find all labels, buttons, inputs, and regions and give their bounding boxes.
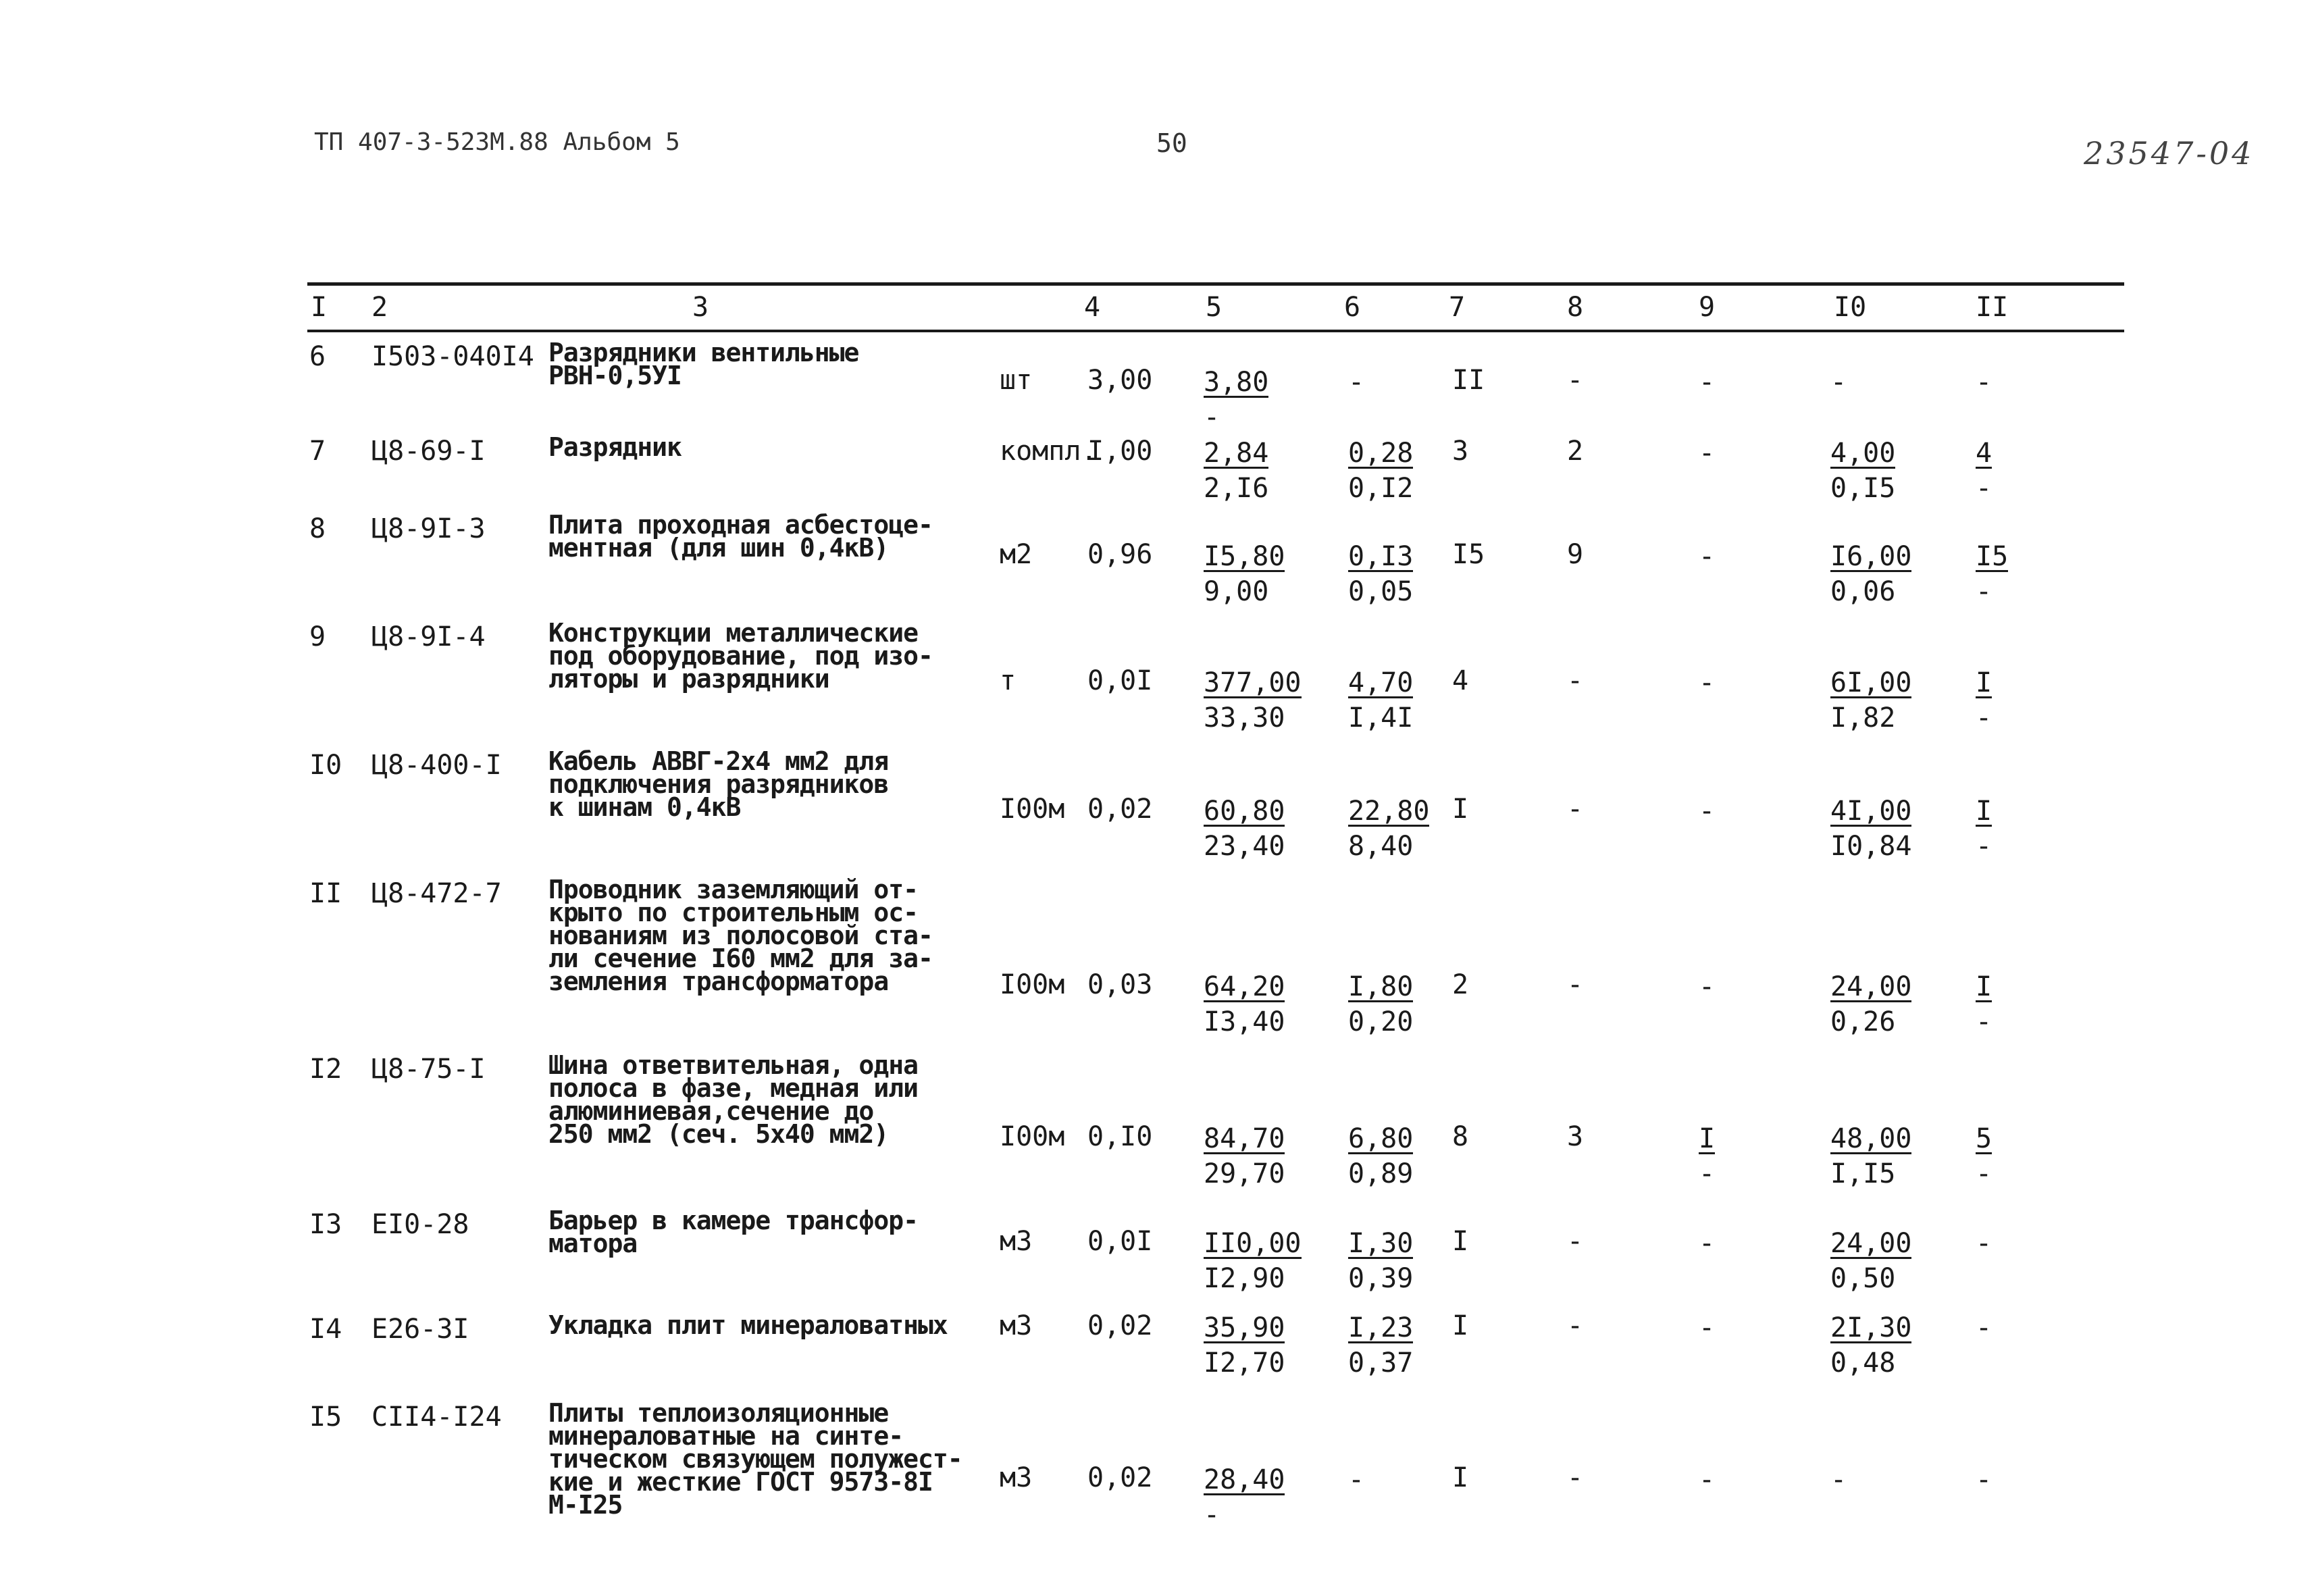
col5-value	[1204, 539, 1285, 609]
col9-value-top: -	[1699, 1312, 1716, 1343]
col6-value	[1348, 1226, 1413, 1296]
col5-value	[1204, 365, 1268, 435]
col5-value	[1204, 969, 1285, 1039]
col11-value-bottom: -	[1976, 1158, 1992, 1189]
col11-value-bottom: -	[1976, 831, 1992, 862]
col9-value	[1699, 436, 1715, 471]
col9-value	[1699, 1121, 1715, 1191]
col10-value-top: -	[1830, 1464, 1847, 1495]
col10-value-bottom: I,82	[1830, 702, 1896, 733]
quantity: 0,I0	[1087, 1121, 1153, 1152]
col7-value: I	[1452, 1226, 1469, 1257]
col11-value-bottom: -	[1976, 576, 1992, 607]
col5-value-bottom: 29,70	[1204, 1158, 1285, 1189]
work-description: Плита проходная асбестоце- ментная (для шин 0,4кВ)	[548, 510, 933, 563]
col10-value	[1830, 539, 1911, 609]
col10-value	[1830, 794, 1911, 864]
col5-value-top: 3,80	[1204, 367, 1269, 398]
rate-code: Ц8-400-I	[371, 750, 502, 781]
page-number: 50	[1156, 128, 1187, 158]
col5-value	[1204, 1462, 1285, 1533]
col10-value-bottom: 0,I5	[1830, 473, 1896, 504]
col7-value: 3	[1452, 436, 1469, 467]
col9-value-top: -	[1699, 667, 1716, 698]
col6-value-bottom: 0,20	[1348, 1006, 1414, 1037]
column-header: II	[1976, 292, 2009, 323]
col6-value-top: I,30	[1348, 1228, 1414, 1259]
col9-value-top: -	[1699, 541, 1716, 572]
col10-value-top: 24,00	[1830, 1228, 1912, 1259]
unit: м3	[1000, 1462, 1033, 1493]
col6-value-bottom: 0,39	[1348, 1263, 1414, 1294]
col10-value	[1830, 1226, 1911, 1296]
col5-value	[1204, 665, 1302, 736]
col6-value-bottom: I,4I	[1348, 702, 1414, 733]
col9-value-top: -	[1699, 1228, 1716, 1259]
col5-value-top: II0,00	[1204, 1228, 1302, 1259]
col10-value-bottom: I0,84	[1830, 831, 1912, 862]
col11-value	[1976, 969, 1992, 1039]
col5-value-top: 35,90	[1204, 1312, 1285, 1343]
col11-value	[1976, 365, 1992, 400]
rate-code: Е26-3I	[371, 1314, 469, 1345]
row-number: I0	[309, 750, 342, 781]
col10-value-top: 24,00	[1830, 971, 1912, 1002]
table-header-rule	[307, 330, 2124, 332]
col11-value	[1976, 436, 1992, 506]
unit: I00м	[1000, 969, 1065, 1000]
col11-value-bottom: -	[1976, 473, 1992, 504]
col8-value: -	[1567, 794, 1584, 825]
col11-value-top: I	[1976, 971, 1992, 1002]
col5-value-bottom: 33,30	[1204, 702, 1285, 733]
unit: м3	[1000, 1310, 1033, 1341]
column-header: 7	[1449, 292, 1466, 323]
col11-value	[1976, 665, 1992, 736]
column-header: 5	[1206, 292, 1223, 323]
col6-value-top: -	[1348, 367, 1365, 398]
quantity: 0,02	[1087, 1310, 1153, 1341]
col6-value	[1348, 1310, 1413, 1381]
col5-value	[1204, 794, 1285, 864]
col10-value-top: 6I,00	[1830, 667, 1912, 698]
col8-value: -	[1567, 1310, 1584, 1341]
col8-value: 2	[1567, 436, 1584, 467]
rate-code: Ц8-472-7	[371, 878, 502, 909]
col5-value-top: 2,84	[1204, 438, 1269, 469]
quantity: 0,03	[1087, 969, 1153, 1000]
col5-value	[1204, 1226, 1302, 1296]
col11-value-top: I5	[1976, 541, 2009, 572]
work-description: Конструкции металлические под оборудование, под изо- ляторы и разрядники	[548, 618, 933, 694]
col5-value-bottom: -	[1204, 1499, 1220, 1530]
col11-value	[1976, 1121, 1992, 1191]
col6-value-top: 0,I3	[1348, 541, 1414, 572]
col10-value	[1830, 436, 1895, 506]
col5-value-bottom: I3,40	[1204, 1006, 1285, 1037]
col8-value: 9	[1567, 539, 1584, 570]
col6-value-top: 0,28	[1348, 438, 1414, 469]
col5-value-bottom: I2,90	[1204, 1263, 1285, 1294]
work-description: Кабель АВВГ-2х4 мм2 для подключения разрядников к шинам 0,4кВ	[548, 746, 889, 822]
col10-value-top: 4,00	[1830, 438, 1896, 469]
col9-value	[1699, 1310, 1715, 1345]
col5-value	[1204, 1121, 1285, 1191]
column-header: I0	[1834, 292, 1867, 323]
col5-value-bottom: I2,70	[1204, 1347, 1285, 1379]
col6-value	[1348, 539, 1413, 609]
col7-value: 4	[1452, 665, 1469, 696]
col5-value-bottom: 9,00	[1204, 576, 1269, 607]
row-number: 6	[309, 341, 326, 372]
unit: компл.	[1000, 436, 1098, 467]
col11-value-top: I	[1976, 667, 1992, 698]
col11-value-top: I	[1976, 796, 1992, 827]
col7-value: 2	[1452, 969, 1469, 1000]
col5-value	[1204, 1310, 1285, 1381]
col6-value	[1348, 1121, 1413, 1191]
col10-value-top: 48,00	[1830, 1123, 1912, 1154]
col6-value-top: 6,80	[1348, 1123, 1414, 1154]
col9-value	[1699, 794, 1715, 829]
row-number: II	[309, 878, 342, 909]
col9-value-top: -	[1699, 367, 1716, 398]
rate-code: Ц8-9I-4	[371, 621, 486, 652]
col11-value-top: -	[1976, 1228, 1992, 1259]
col6-value-top: -	[1348, 1464, 1365, 1495]
work-description: Барьер в камере трансфор- матора	[548, 1206, 918, 1258]
col11-value-top: 4	[1976, 438, 1992, 469]
col10-value-top: I6,00	[1830, 541, 1912, 572]
col8-value: -	[1567, 365, 1584, 396]
col11-value	[1976, 1310, 1992, 1345]
col8-value: -	[1567, 1462, 1584, 1493]
col11-value-top: 5	[1976, 1123, 1992, 1154]
handwritten-stamp: 23547-04	[2084, 135, 2255, 172]
col5-value-top: 84,70	[1204, 1123, 1285, 1154]
col10-value	[1830, 1310, 1911, 1381]
col6-value-top: 4,70	[1348, 667, 1414, 698]
col10-value	[1830, 365, 1847, 400]
col10-value-bottom: 0,48	[1830, 1347, 1896, 1379]
column-header: 8	[1567, 292, 1584, 323]
row-number: I5	[309, 1401, 342, 1433]
col9-value	[1699, 1462, 1715, 1497]
unit: м2	[1000, 539, 1033, 570]
work-description: Плиты теплоизоляционные минераловатные на синте- тическом связующем полужест- кие и жесткие ГОСТ 9573-8I М-I25	[548, 1398, 962, 1520]
col6-value-bottom: 8,40	[1348, 831, 1414, 862]
row-number: 9	[309, 621, 326, 652]
rate-code: СII4-I24	[371, 1401, 502, 1433]
column-header: 2	[371, 292, 388, 323]
quantity: 3,00	[1087, 365, 1153, 396]
col10-value	[1830, 1121, 1911, 1191]
work-description: Шина ответвительная, одна полоса в фазе, медная или алюминиевая,сечение до 250 мм2 (сеч. 5х40 мм2)	[548, 1050, 918, 1149]
work-description: Проводник заземляющий от- крыто по строительным ос- нованиям из полосовой ста- ли сечение I60 мм2 для за- земления трансформатора	[548, 875, 933, 996]
col6-value-bottom: 0,37	[1348, 1347, 1414, 1379]
unit: м3	[1000, 1226, 1033, 1257]
col6-value	[1348, 969, 1413, 1039]
row-number: 8	[309, 513, 326, 544]
rate-code: I503-040I4	[371, 341, 534, 372]
col10-value	[1830, 969, 1911, 1039]
col7-value: I	[1452, 1310, 1469, 1341]
col9-value-top: -	[1699, 796, 1716, 827]
col10-value	[1830, 1462, 1847, 1497]
col9-value-top: I	[1699, 1123, 1716, 1154]
unit: шт	[1000, 365, 1033, 396]
col7-value: I	[1452, 1462, 1469, 1493]
col6-value-top: I,80	[1348, 971, 1414, 1002]
col6-value-bottom: 0,89	[1348, 1158, 1414, 1189]
col6-value	[1348, 665, 1413, 736]
col6-value-bottom: 0,I2	[1348, 473, 1414, 504]
col11-value	[1976, 794, 1992, 864]
quantity: 0,96	[1087, 539, 1153, 570]
col5-value-top: 64,20	[1204, 971, 1285, 1002]
col10-value-top: 2I,30	[1830, 1312, 1912, 1343]
col11-value	[1976, 1462, 1992, 1497]
column-header: 6	[1344, 292, 1361, 323]
col6-value	[1348, 1462, 1364, 1497]
row-number: I3	[309, 1209, 342, 1240]
column-header: 3	[692, 292, 709, 323]
col5-value-bottom: -	[1204, 402, 1220, 433]
col10-value	[1830, 665, 1911, 736]
table-top-rule	[307, 282, 2124, 286]
rate-code: ЕI0-28	[371, 1209, 469, 1240]
col6-value-bottom: 0,05	[1348, 576, 1414, 607]
col5-value-bottom: 2,I6	[1204, 473, 1269, 504]
col8-value: 3	[1567, 1121, 1584, 1152]
col10-value-bottom: 0,26	[1830, 1006, 1896, 1037]
quantity: I,00	[1087, 436, 1153, 467]
col9-value	[1699, 365, 1715, 400]
work-description: Разрядники вентильные РВН-0,5УI	[548, 338, 859, 390]
col7-value: 8	[1452, 1121, 1469, 1152]
col9-value	[1699, 539, 1715, 574]
col9-value-bottom: -	[1699, 1158, 1716, 1189]
col5-value	[1204, 436, 1268, 506]
col8-value: -	[1567, 665, 1584, 696]
column-header: I	[311, 292, 328, 323]
quantity: 0,02	[1087, 1462, 1153, 1493]
row-number: I2	[309, 1054, 342, 1085]
col6-value	[1348, 365, 1364, 400]
col11-value	[1976, 539, 2008, 609]
row-number: 7	[309, 436, 326, 467]
col7-value: I5	[1452, 539, 1485, 570]
unit: т	[1000, 665, 1017, 696]
col11-value-top: -	[1976, 1312, 1992, 1343]
col11-value	[1976, 1226, 1992, 1261]
col6-value	[1348, 794, 1429, 864]
col9-value	[1699, 969, 1715, 1004]
quantity: 0,0I	[1087, 665, 1153, 696]
col10-value-bottom: I,I5	[1830, 1158, 1896, 1189]
col10-value-top: -	[1830, 367, 1847, 398]
row-number: I4	[309, 1314, 342, 1345]
col9-value-top: -	[1699, 1464, 1716, 1495]
quantity: 0,02	[1087, 794, 1153, 825]
col5-value-top: 60,80	[1204, 796, 1285, 827]
col9-value	[1699, 1226, 1715, 1261]
column-header: 4	[1084, 292, 1101, 323]
col6-value-top: I,23	[1348, 1312, 1414, 1343]
col7-value: I	[1452, 794, 1469, 825]
rate-code: Ц8-69-I	[371, 436, 486, 467]
col5-value-top: 377,00	[1204, 667, 1302, 698]
col8-value: -	[1567, 1226, 1584, 1257]
col11-value-top: -	[1976, 1464, 1992, 1495]
col9-value-top: -	[1699, 438, 1716, 469]
quantity: 0,0I	[1087, 1226, 1153, 1257]
col10-value-bottom: 0,06	[1830, 576, 1896, 607]
col6-value	[1348, 436, 1413, 506]
rate-code: Ц8-9I-3	[371, 513, 486, 544]
col9-value-top: -	[1699, 971, 1716, 1002]
col11-value-bottom: -	[1976, 1006, 1992, 1037]
col8-value: -	[1567, 969, 1584, 1000]
document-header: ТП 407-3-523М.88 Альбом 5	[314, 128, 680, 156]
col9-value	[1699, 665, 1715, 700]
rate-code: Ц8-75-I	[371, 1054, 486, 1085]
col5-value-top: 28,40	[1204, 1464, 1285, 1495]
col7-value: II	[1452, 365, 1485, 396]
col10-value-top: 4I,00	[1830, 796, 1912, 827]
col10-value-bottom: 0,50	[1830, 1263, 1896, 1294]
col11-value-bottom: -	[1976, 702, 1992, 733]
work-description: Разрядник	[548, 432, 682, 462]
col6-value-top: 22,80	[1348, 796, 1430, 827]
col5-value-bottom: 23,40	[1204, 831, 1285, 862]
col5-value-top: I5,80	[1204, 541, 1285, 572]
work-description: Укладка плит минераловатных	[548, 1310, 948, 1340]
unit: I00м	[1000, 794, 1065, 825]
column-header: 9	[1699, 292, 1716, 323]
col11-value-top: -	[1976, 367, 1992, 398]
unit: I00м	[1000, 1121, 1065, 1152]
